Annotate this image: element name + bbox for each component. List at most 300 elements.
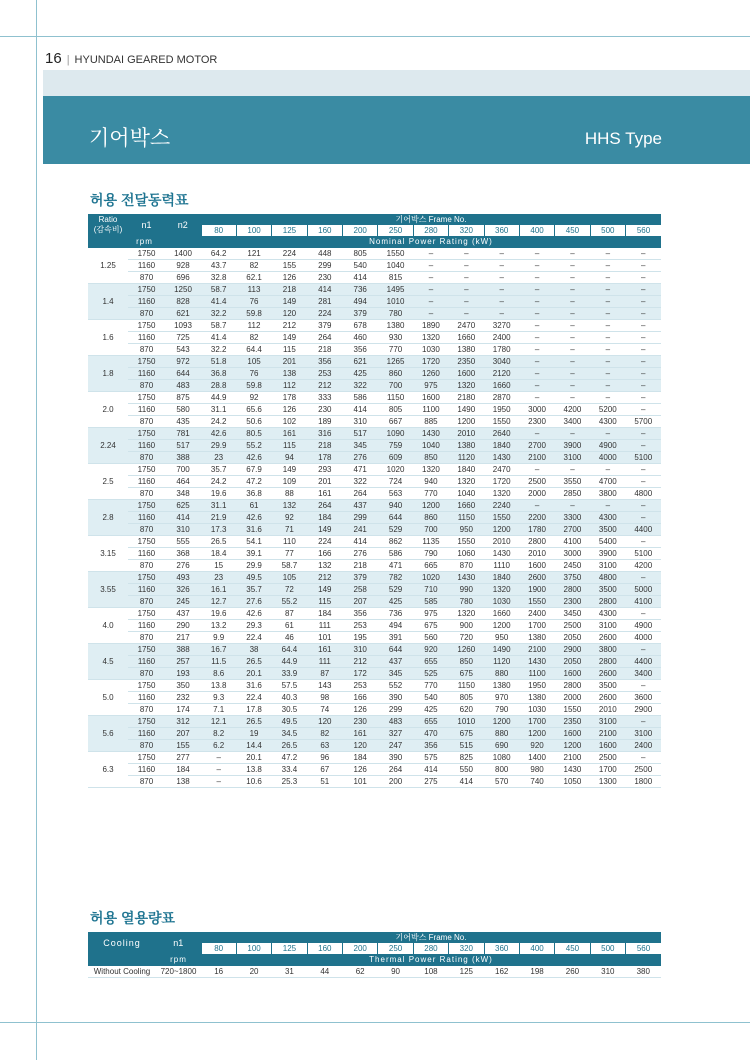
power-cell: 2700 xyxy=(555,524,590,536)
power-cell: 736 xyxy=(378,608,413,620)
table-row xyxy=(88,740,661,752)
power-cell: 1950 xyxy=(519,680,554,692)
power-cell: 102 xyxy=(272,416,307,428)
thermal-cell: 162 xyxy=(484,966,519,978)
power-cell: 825 xyxy=(449,752,484,764)
power-cell: 345 xyxy=(378,668,413,680)
power-cell: 970 xyxy=(484,692,519,704)
power-cell: 58.7 xyxy=(201,284,236,296)
table-row xyxy=(88,752,661,764)
power-cell: 860 xyxy=(378,368,413,380)
n2-cell: 1250 xyxy=(165,284,201,296)
power-cell: – xyxy=(626,308,662,320)
n2-cell: 493 xyxy=(165,572,201,584)
table-row xyxy=(88,308,661,320)
n2-cell: 174 xyxy=(165,704,201,716)
table-row xyxy=(88,704,661,716)
power-cell: 2800 xyxy=(555,584,590,596)
power-cell: 1060 xyxy=(449,548,484,560)
n1-cell: 1160 xyxy=(128,332,165,344)
power-cell: – xyxy=(590,428,625,440)
power-cell: 112 xyxy=(272,380,307,392)
power-cell: 950 xyxy=(449,524,484,536)
power-cell: 940 xyxy=(378,500,413,512)
power-cell: 540 xyxy=(413,692,448,704)
power-cell: – xyxy=(626,284,662,296)
power-cell: – xyxy=(626,440,662,452)
power-cell: 2400 xyxy=(519,608,554,620)
power-cell: – xyxy=(555,248,590,260)
power-cell: 4800 xyxy=(590,572,625,584)
power-cell: 1490 xyxy=(484,644,519,656)
power-cell: 17.3 xyxy=(201,524,236,536)
power-cell: 1200 xyxy=(449,416,484,428)
power-cell: 815 xyxy=(378,272,413,284)
power-cell: 44.9 xyxy=(201,392,236,404)
power-cell: 132 xyxy=(272,500,307,512)
power-cell: 525 xyxy=(413,668,448,680)
n1-cell: 870 xyxy=(128,740,165,752)
power-cell: – xyxy=(626,680,662,692)
power-cell: 550 xyxy=(449,764,484,776)
n2-cell: 276 xyxy=(165,560,201,572)
power-cell: 414 xyxy=(343,536,378,548)
power-cell: – xyxy=(201,752,236,764)
ratio-cell: 2.24 xyxy=(88,428,128,464)
power-cell: – xyxy=(626,296,662,308)
power-cell: – xyxy=(201,764,236,776)
power-cell: 51 xyxy=(307,776,342,788)
power-cell: 36.8 xyxy=(201,368,236,380)
power-cell: 8.6 xyxy=(201,668,236,680)
frame-header-thermal: 기어박스 Frame No. xyxy=(201,932,661,943)
power-cell: 115 xyxy=(307,596,342,608)
power-cell: 3100 xyxy=(590,560,625,572)
power-cell: 5400 xyxy=(590,536,625,548)
n1-cell: 1160 xyxy=(128,728,165,740)
power-cell: 4300 xyxy=(590,608,625,620)
power-cell: 34.5 xyxy=(272,728,307,740)
power-cell: 586 xyxy=(378,548,413,560)
power-cell: – xyxy=(626,536,662,548)
power-cell: 40.3 xyxy=(272,692,307,704)
power-cell: 2100 xyxy=(555,752,590,764)
power-cell: 212 xyxy=(272,320,307,332)
power-cell: – xyxy=(626,512,662,524)
power-cell: 275 xyxy=(413,776,448,788)
power-cell: – xyxy=(413,248,448,260)
power-cell: 29.9 xyxy=(201,440,236,452)
table-row xyxy=(88,596,661,608)
power-cell: 980 xyxy=(519,764,554,776)
power-cell: 1550 xyxy=(555,704,590,716)
power-cell: 161 xyxy=(307,644,342,656)
power-cell: 55.2 xyxy=(236,440,271,452)
power-cell: 3000 xyxy=(519,404,554,416)
power-cell: – xyxy=(626,500,662,512)
power-cell: – xyxy=(555,308,590,320)
table-row xyxy=(88,344,661,356)
power-cell: 437 xyxy=(378,656,413,668)
power-cell: 2450 xyxy=(555,560,590,572)
power-cell: – xyxy=(555,260,590,272)
power-cell: 870 xyxy=(449,560,484,572)
n1-cell: 870 xyxy=(128,380,165,392)
n2-cell: 138 xyxy=(165,776,201,788)
power-cell: 4300 xyxy=(590,416,625,428)
power-cell: 120 xyxy=(307,716,342,728)
thermal-cell: 125 xyxy=(449,966,484,978)
table-row xyxy=(88,356,661,368)
power-cell: – xyxy=(449,296,484,308)
power-cell: 990 xyxy=(449,584,484,596)
power-cell: 655 xyxy=(413,656,448,668)
power-cell: 1030 xyxy=(413,344,448,356)
n2-cell: 725 xyxy=(165,332,201,344)
power-cell: – xyxy=(590,356,625,368)
power-cell: 1430 xyxy=(484,452,519,464)
power-cell: 2800 xyxy=(555,680,590,692)
power-cell: – xyxy=(555,392,590,404)
empty-header xyxy=(88,954,156,966)
power-cell: 92 xyxy=(236,392,271,404)
power-cell: – xyxy=(590,332,625,344)
power-cell: – xyxy=(555,284,590,296)
frame-size-560: 560 xyxy=(626,225,662,236)
power-cell: 414 xyxy=(307,284,342,296)
n1-cell: 1750 xyxy=(128,284,165,296)
power-cell: 585 xyxy=(413,596,448,608)
thermal-cell: 31 xyxy=(272,966,307,978)
power-cell: 200 xyxy=(378,776,413,788)
power-cell: 620 xyxy=(449,704,484,716)
power-cell: 20.1 xyxy=(236,668,271,680)
power-cell: 1430 xyxy=(449,572,484,584)
power-cell: – xyxy=(590,296,625,308)
ratio-cell: 4.5 xyxy=(88,644,128,680)
frame-size-100: 100 xyxy=(236,943,271,954)
power-cell: – xyxy=(201,776,236,788)
power-cell: 2100 xyxy=(519,452,554,464)
n1-cell: 870 xyxy=(128,344,165,356)
frame-size-250: 250 xyxy=(378,225,413,236)
power-cell: 82 xyxy=(236,332,271,344)
power-cell: 50.6 xyxy=(236,416,271,428)
n1-cell: 870 xyxy=(128,596,165,608)
power-cell: 390 xyxy=(378,752,413,764)
power-cell: 1550 xyxy=(484,512,519,524)
power-cell: 82 xyxy=(236,260,271,272)
power-cell: 19 xyxy=(236,728,271,740)
frame-size-280: 280 xyxy=(413,943,448,954)
table-row xyxy=(88,548,661,560)
ratio-cell: 1.6 xyxy=(88,320,128,356)
n2-cell: 350 xyxy=(165,680,201,692)
n2-cell: 483 xyxy=(165,380,201,392)
power-cell: 471 xyxy=(378,560,413,572)
power-cell: 391 xyxy=(378,632,413,644)
table-row xyxy=(88,488,661,500)
table-row xyxy=(88,296,661,308)
power-cell: 207 xyxy=(343,596,378,608)
power-cell: 4700 xyxy=(590,476,625,488)
power-cell: 161 xyxy=(343,728,378,740)
power-cell: 32.2 xyxy=(201,344,236,356)
n2-cell: 700 xyxy=(165,464,201,476)
power-cell: – xyxy=(519,428,554,440)
power-cell: 224 xyxy=(272,248,307,260)
power-cell: 161 xyxy=(272,428,307,440)
power-cell: 975 xyxy=(413,380,448,392)
power-cell: 700 xyxy=(413,524,448,536)
power-cell: – xyxy=(626,476,662,488)
power-cell: 42.6 xyxy=(236,608,271,620)
power-cell: 425 xyxy=(343,368,378,380)
power-cell: 224 xyxy=(307,536,342,548)
page-number: 16 xyxy=(45,50,62,67)
n2-cell: 348 xyxy=(165,488,201,500)
n2-cell: 193 xyxy=(165,668,201,680)
power-cell: 74 xyxy=(307,704,342,716)
power-cell: 3900 xyxy=(590,548,625,560)
n1-cell: 1160 xyxy=(128,620,165,632)
power-cell: 1780 xyxy=(484,344,519,356)
title-banner xyxy=(43,96,750,164)
power-cell: 644 xyxy=(378,512,413,524)
power-cell: 3800 xyxy=(590,488,625,500)
power-cell: – xyxy=(626,356,662,368)
table-row xyxy=(88,608,661,620)
power-cell: 31.1 xyxy=(201,500,236,512)
power-cell: 184 xyxy=(343,752,378,764)
power-cell: 782 xyxy=(378,572,413,584)
power-cell: 310 xyxy=(343,644,378,656)
power-cell: 2900 xyxy=(626,704,662,716)
n1-cell: 870 xyxy=(128,668,165,680)
power-cell: 25.3 xyxy=(272,776,307,788)
power-cell: 805 xyxy=(378,404,413,416)
n2-cell: 207 xyxy=(165,728,201,740)
power-cell: 4200 xyxy=(555,404,590,416)
power-cell: – xyxy=(484,296,519,308)
rpm-header-thermal: rpm xyxy=(156,954,201,966)
power-cell: 414 xyxy=(343,272,378,284)
power-cell: 950 xyxy=(484,632,519,644)
power-cell: 9.3 xyxy=(201,692,236,704)
power-cell: 1430 xyxy=(413,428,448,440)
frame-size-80: 80 xyxy=(201,225,236,236)
power-cell: 15 xyxy=(201,560,236,572)
power-cell: 120 xyxy=(343,740,378,752)
power-cell: – xyxy=(626,752,662,764)
power-cell: 1030 xyxy=(519,704,554,716)
power-cell: – xyxy=(626,716,662,728)
power-cell: 2300 xyxy=(519,416,554,428)
power-cell: 3750 xyxy=(555,572,590,584)
power-cell: 770 xyxy=(413,680,448,692)
power-cell: 770 xyxy=(413,488,448,500)
power-cell: – xyxy=(449,284,484,296)
power-cell: 172 xyxy=(343,668,378,680)
power-cell: 26.5 xyxy=(236,656,271,668)
power-cell: 1380 xyxy=(484,680,519,692)
power-cell: 4300 xyxy=(590,512,625,524)
power-cell: 264 xyxy=(343,488,378,500)
power-cell: 2240 xyxy=(484,500,519,512)
power-cell: 2500 xyxy=(555,620,590,632)
power-cell: 850 xyxy=(413,452,448,464)
power-cell: 1550 xyxy=(519,596,554,608)
n1-cell: 870 xyxy=(128,272,165,284)
power-cell: 218 xyxy=(343,560,378,572)
n2-cell: 257 xyxy=(165,656,201,668)
power-cell: 1495 xyxy=(378,284,413,296)
power-cell: 345 xyxy=(343,440,378,452)
power-cell: 1950 xyxy=(484,404,519,416)
power-cell: 356 xyxy=(413,740,448,752)
n2-cell: 644 xyxy=(165,368,201,380)
power-cell: 563 xyxy=(378,488,413,500)
power-cell: 414 xyxy=(413,764,448,776)
power-cell: 1200 xyxy=(484,716,519,728)
power-cell: 2300 xyxy=(555,596,590,608)
power-cell: 1600 xyxy=(555,728,590,740)
power-cell: 1200 xyxy=(484,620,519,632)
n2-cell: 435 xyxy=(165,416,201,428)
power-cell: 143 xyxy=(307,680,342,692)
power-cell: – xyxy=(484,272,519,284)
frame-size-450: 450 xyxy=(555,943,590,954)
power-cell: 860 xyxy=(413,512,448,524)
power-cell: 1200 xyxy=(519,728,554,740)
power-cell: – xyxy=(626,332,662,344)
power-cell: – xyxy=(626,380,662,392)
n2-header: n2 xyxy=(165,214,201,236)
power-cell: 5100 xyxy=(626,548,662,560)
n2-cell: 543 xyxy=(165,344,201,356)
power-cell: 87 xyxy=(272,608,307,620)
n2-cell: 290 xyxy=(165,620,201,632)
power-cell: – xyxy=(626,464,662,476)
power-cell: 178 xyxy=(307,452,342,464)
power-cell: 149 xyxy=(307,584,342,596)
power-cell: 1660 xyxy=(449,332,484,344)
power-cell: 414 xyxy=(343,404,378,416)
power-cell: 2010 xyxy=(590,704,625,716)
section-title-power: 허용 전달동력표 xyxy=(90,192,189,208)
power-cell: 5000 xyxy=(626,584,662,596)
power-cell: 247 xyxy=(378,740,413,752)
power-cell: 1720 xyxy=(413,356,448,368)
power-cell: 2350 xyxy=(555,716,590,728)
power-cell: – xyxy=(484,248,519,260)
power-cell: 2400 xyxy=(484,332,519,344)
n1-cell: 1750 xyxy=(128,752,165,764)
power-cell: 6.2 xyxy=(201,740,236,752)
power-cell: – xyxy=(484,260,519,272)
power-cell: 1550 xyxy=(449,536,484,548)
power-cell: 1110 xyxy=(484,560,519,572)
power-cell: 425 xyxy=(413,704,448,716)
power-cell: 690 xyxy=(484,740,519,752)
n1-cell: 870 xyxy=(128,524,165,536)
power-cell: 379 xyxy=(307,320,342,332)
n2-cell: 388 xyxy=(165,452,201,464)
n2-cell: 517 xyxy=(165,440,201,452)
power-cell: 780 xyxy=(449,596,484,608)
power-cell: 149 xyxy=(272,332,307,344)
rpm-header: rpm xyxy=(88,236,201,248)
power-cell: 72 xyxy=(272,584,307,596)
n1-cell: 1160 xyxy=(128,512,165,524)
header-light-band xyxy=(43,70,750,96)
power-cell: – xyxy=(413,284,448,296)
power-cell: – xyxy=(626,608,662,620)
power-cell: 218 xyxy=(307,344,342,356)
n1-cell: 1750 xyxy=(128,608,165,620)
n2-cell: 696 xyxy=(165,272,201,284)
power-cell: 900 xyxy=(449,620,484,632)
power-cell: 494 xyxy=(343,296,378,308)
table-row xyxy=(88,776,661,788)
power-cell: 675 xyxy=(449,668,484,680)
power-cell: 1100 xyxy=(413,404,448,416)
power-cell: 155 xyxy=(272,260,307,272)
ratio-cell: 2.8 xyxy=(88,500,128,536)
power-cell: 112 xyxy=(236,320,271,332)
power-cell: 1320 xyxy=(484,488,519,500)
power-cell: – xyxy=(590,392,625,404)
power-cell: 4900 xyxy=(590,440,625,452)
power-cell: 21.9 xyxy=(201,512,236,524)
power-cell: 138 xyxy=(272,368,307,380)
n1-cell: 1750 xyxy=(128,572,165,584)
power-cell: 1135 xyxy=(413,536,448,548)
power-cell: 62.1 xyxy=(236,272,271,284)
table-row xyxy=(88,644,661,656)
power-cell: 184 xyxy=(307,608,342,620)
power-cell: 575 xyxy=(413,752,448,764)
power-cell: 552 xyxy=(378,680,413,692)
power-cell: 356 xyxy=(343,608,378,620)
power-cell: 3100 xyxy=(590,716,625,728)
power-cell: 770 xyxy=(378,344,413,356)
power-cell: 26.5 xyxy=(201,536,236,548)
power-cell: 3400 xyxy=(555,416,590,428)
power-cell: 4000 xyxy=(626,632,662,644)
power-cell: 920 xyxy=(413,644,448,656)
ratio-cell: 3.55 xyxy=(88,572,128,608)
thermal-cell: 44 xyxy=(307,966,342,978)
frame-size-500: 500 xyxy=(590,225,625,236)
power-cell: 3270 xyxy=(484,320,519,332)
power-cell: 1660 xyxy=(449,500,484,512)
n1-cell: 1750 xyxy=(128,500,165,512)
power-cell: 299 xyxy=(343,512,378,524)
power-cell: 1120 xyxy=(484,656,519,668)
power-cell: 805 xyxy=(343,248,378,260)
power-cell: 57.5 xyxy=(272,680,307,692)
power-cell: 1720 xyxy=(484,476,519,488)
power-cell: 880 xyxy=(484,728,519,740)
table-row xyxy=(88,452,661,464)
power-cell: 448 xyxy=(307,248,342,260)
power-cell: 32.8 xyxy=(201,272,236,284)
power-cell: – xyxy=(519,368,554,380)
n1-cell: 870 xyxy=(128,488,165,500)
power-cell: 28.8 xyxy=(201,380,236,392)
power-cell: 700 xyxy=(378,380,413,392)
